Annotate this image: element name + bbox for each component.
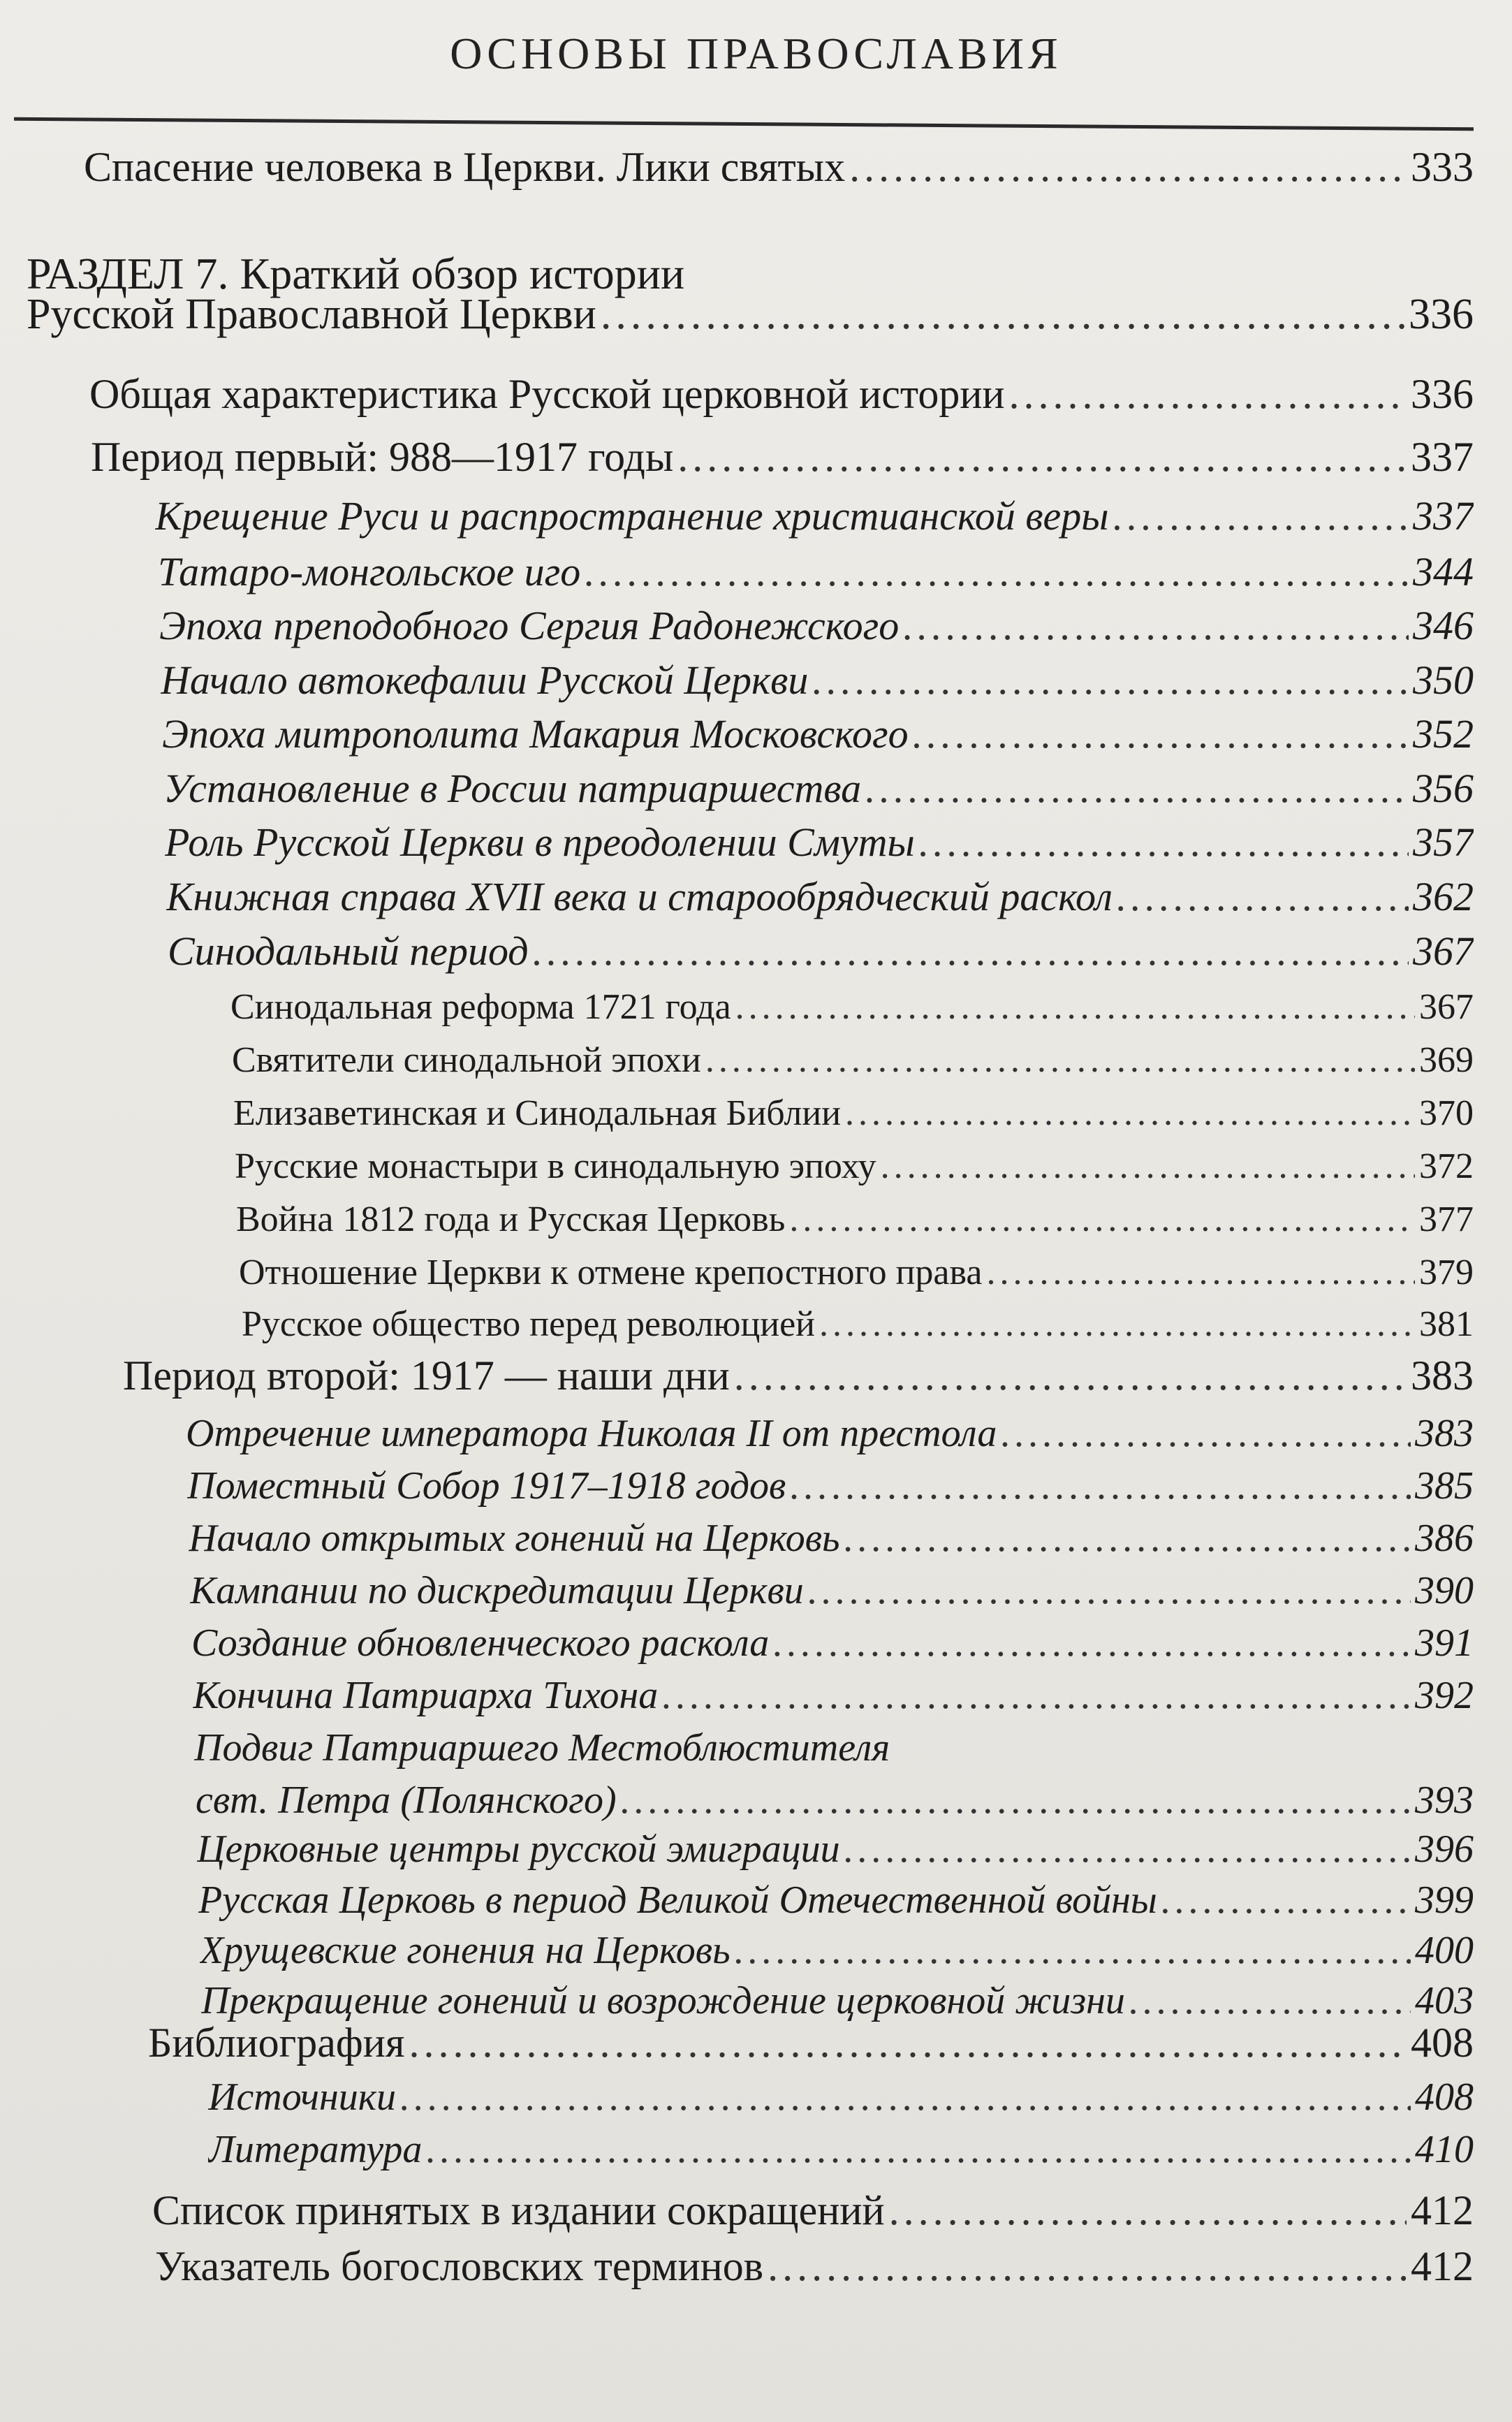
toc-entry-page: 379 (1419, 1253, 1474, 1292)
toc-entry-page: 412 (1411, 2187, 1474, 2233)
toc-leader (881, 1146, 1415, 1187)
toc-leader (677, 433, 1407, 481)
toc-entry-title: Татаро-монгольское иго (158, 549, 581, 594)
toc-entry (200, 1928, 1474, 1973)
toc-entry (201, 1978, 1474, 2023)
toc-entry (193, 1673, 1474, 1718)
toc-entry-title: Общая характеристика Русской церковной истории (89, 371, 1005, 417)
toc-entry-title: Начало автокефалии Русской Церкви (161, 657, 809, 703)
toc-entry-title: Источники (208, 2076, 396, 2119)
toc-leader (844, 1827, 1411, 1872)
toc-leader (768, 2242, 1407, 2291)
toc-entry (159, 602, 1474, 649)
toc-leader (621, 1778, 1411, 1823)
toc-entry-title: Отречение императора Николая II от престола (186, 1412, 997, 1455)
toc-leader (903, 602, 1409, 649)
toc-leader (789, 1199, 1415, 1240)
toc-leader (986, 1252, 1415, 1293)
toc-leader (533, 928, 1409, 975)
toc-entry-continued (194, 1726, 1312, 1770)
toc-entry-title: Спасение человека в Церкви. Лики святых (84, 144, 846, 190)
section-heading: РАЗДЕЛ 7. Краткий обзор истории (27, 249, 685, 298)
toc-entry-page: 350 (1413, 657, 1474, 703)
toc-entry-title: Синодальный период (168, 928, 529, 974)
toc-leader (734, 1352, 1407, 1400)
toc-leader (426, 2127, 1411, 2172)
toc-leader (919, 819, 1409, 866)
toc-entry-page: 410 (1415, 2128, 1474, 2171)
toc-entry (166, 873, 1474, 920)
toc-entry-title: Начало открытых гонений на Церковь (189, 1517, 840, 1560)
toc-entry-title: Роль Русской Церкви в преодолении Смуты (165, 819, 915, 865)
toc-entry-page: 385 (1415, 1464, 1474, 1508)
toc-entry-page: 356 (1413, 766, 1474, 811)
toc-entry-page: 369 (1419, 1040, 1474, 1080)
toc-entry-title: Эпоха преподобного Сергия Радонежского (159, 603, 900, 648)
toc-entry (187, 1464, 1474, 1508)
toc-leader (844, 1516, 1411, 1561)
toc-leader (808, 1568, 1411, 1613)
toc-entry (233, 1093, 1474, 1134)
toc-leader (845, 1093, 1415, 1134)
running-header: ОСНОВЫ ПРАВОСЛАВИЯ (450, 29, 1062, 78)
toc-entry (155, 493, 1474, 539)
toc-entry (163, 765, 1474, 812)
toc-leader (662, 1673, 1411, 1718)
header-rule (14, 117, 1474, 131)
toc-entry-page: 393 (1415, 1779, 1474, 1822)
toc-leader (849, 143, 1407, 191)
toc-entry-title: Война 1812 года и Русская Церковь (236, 1199, 786, 1239)
toc-leader (735, 986, 1415, 1028)
toc-entry (198, 1878, 1474, 1923)
toc-leader (1129, 1978, 1411, 2023)
toc-entry-title: Эпоха митрополита Макария Московского (162, 711, 909, 757)
toc-entry-title: Библиография (148, 2020, 405, 2066)
toc-entry-page: 370 (1419, 1093, 1474, 1133)
toc-entry-title: Поместный Собор 1917–1918 годов (187, 1464, 786, 1508)
toc-entry-page: 336 (1411, 371, 1474, 417)
toc-entry (197, 1827, 1474, 1872)
toc-entry (242, 1304, 1474, 1345)
toc-entry-title: Кампании по дискредитации Церкви (190, 1569, 804, 1612)
toc-leader (819, 1304, 1415, 1345)
toc-entry (84, 143, 1474, 191)
toc-entry (27, 290, 1474, 340)
toc-entry (162, 710, 1474, 757)
toc-entry-title: Синодальная реформа 1721 года (230, 987, 731, 1027)
toc-leader (790, 1464, 1411, 1508)
toc-entry-title: Прекращение гонений и возрождение церковной жизни (201, 1979, 1125, 2022)
toc-entry-page: 333 (1411, 144, 1474, 190)
toc-entry (148, 2019, 1474, 2067)
toc-entry-page: 396 (1415, 1828, 1474, 1871)
toc-leader (1001, 1411, 1411, 1456)
toc-leader (1161, 1878, 1411, 1923)
toc-entry (91, 433, 1474, 481)
toc-leader (400, 2075, 1411, 2120)
toc-entry-page: 372 (1419, 1146, 1474, 1186)
toc-entry-title: Русская Церковь в период Великой Отечественной войны (198, 1878, 1157, 1922)
toc-entry-title: Период первый: 988—1917 годы (91, 434, 674, 480)
toc-entry-page: 408 (1411, 2020, 1474, 2066)
toc-entry (189, 1516, 1474, 1561)
toc-leader (1009, 370, 1407, 418)
toc-entry (168, 928, 1474, 975)
toc-entry-title: Список принятых в издании сокращений (152, 2187, 885, 2233)
toc-leader (1113, 493, 1409, 539)
toc-entry-page: 367 (1413, 928, 1474, 974)
toc-entry-title: Кончина Патриарха Тихона (193, 1674, 659, 1717)
toc-entry-page: 408 (1415, 2076, 1474, 2119)
toc-entry (196, 1778, 1474, 1823)
toc-entry-page: 403 (1415, 1979, 1474, 2022)
toc-entry (152, 2187, 1474, 2235)
toc-entry (208, 2075, 1474, 2120)
toc-leader (409, 2019, 1407, 2067)
toc-entry (165, 819, 1474, 866)
toc-entry-page: 386 (1415, 1517, 1474, 1560)
toc-entry-title: Церковные центры русской эмиграции (197, 1828, 840, 1871)
toc-entry-title: Русское общество перед революцией (242, 1304, 816, 1344)
toc-entry (230, 986, 1474, 1028)
toc-leader (773, 1621, 1411, 1665)
toc-entry-page: 352 (1413, 711, 1474, 757)
toc-entry-page: 390 (1415, 1569, 1474, 1612)
toc-entry-title: Крещение Руси и распространение христианской веры (155, 493, 1109, 539)
toc-entry-title: Подвиг Патриаршего Местоблюстителя (194, 1726, 890, 1770)
toc-entry-title: Установление в России патриаршества (163, 766, 862, 811)
toc-entry-page: 337 (1413, 493, 1474, 539)
toc-leader (601, 290, 1404, 340)
toc-entry-title: Литература (208, 2128, 423, 2171)
toc-entry-title: Период второй: 1917 — наши дни (123, 1352, 730, 1399)
toc-entry-title: Святители синодальной эпохи (232, 1040, 701, 1080)
toc-entry (158, 548, 1474, 595)
toc-entry-title: свт. Петра (Полянского) (196, 1779, 617, 1822)
toc-entry (161, 657, 1474, 703)
toc-entry (235, 1146, 1474, 1187)
toc-entry-page: 367 (1419, 987, 1474, 1027)
toc-entry-page: 337 (1411, 434, 1474, 480)
toc-entry-title: Хрущевские гонения на Церковь (200, 1929, 731, 1972)
toc-leader (1117, 873, 1409, 920)
toc-entry-title: Елизаветинская и Синодальная Библии (233, 1093, 842, 1133)
toc-entry (123, 1352, 1474, 1400)
toc-leader (585, 548, 1409, 595)
toc-entry-page: 392 (1415, 1674, 1474, 1717)
toc-entry-page: 377 (1419, 1199, 1474, 1239)
toc-entry (190, 1568, 1474, 1613)
toc-entry-title: Указатель богословских терминов (155, 2243, 764, 2289)
toc-entry-title: Отношение Церкви к отмене крепостного права (239, 1253, 983, 1292)
toc-entry (155, 2242, 1474, 2291)
toc-entry-page: 383 (1411, 1352, 1474, 1399)
toc-leader (913, 710, 1409, 757)
toc-entry-title: Создание обновленческого раскола (191, 1621, 770, 1665)
toc-entry-page: 399 (1415, 1878, 1474, 1922)
toc-leader (735, 1928, 1411, 1973)
toc-entry (239, 1252, 1474, 1293)
toc-entry-page: 412 (1411, 2243, 1474, 2289)
toc-entry-page: 344 (1413, 549, 1474, 594)
toc-leader (705, 1039, 1415, 1081)
toc-entry-page: 383 (1415, 1412, 1474, 1455)
toc-leader (889, 2187, 1407, 2235)
toc-entry (208, 2127, 1474, 2172)
toc-leader (865, 765, 1409, 812)
toc-entry (186, 1411, 1474, 1456)
toc-entry-title: Книжная справа XVII века и старообрядческий раскол (166, 874, 1113, 919)
toc-entry (236, 1199, 1474, 1240)
toc-leader (812, 657, 1409, 703)
toc-entry (89, 370, 1474, 418)
toc-entry-title: Русской Православной Церкви (27, 291, 596, 338)
toc-entry-page: 346 (1413, 603, 1474, 648)
toc-entry-page: 362 (1413, 874, 1474, 919)
toc-entry-page: 357 (1413, 819, 1474, 865)
toc-entry (191, 1621, 1474, 1665)
toc-entry-page: 381 (1419, 1304, 1474, 1344)
toc-entry-page: 391 (1415, 1621, 1474, 1665)
toc-entry-page: 400 (1415, 1929, 1474, 1972)
toc-entry (232, 1039, 1474, 1081)
toc-entry-title: Русские монастыри в синодальную эпоху (235, 1146, 876, 1186)
toc-entry-page: 336 (1409, 291, 1474, 338)
